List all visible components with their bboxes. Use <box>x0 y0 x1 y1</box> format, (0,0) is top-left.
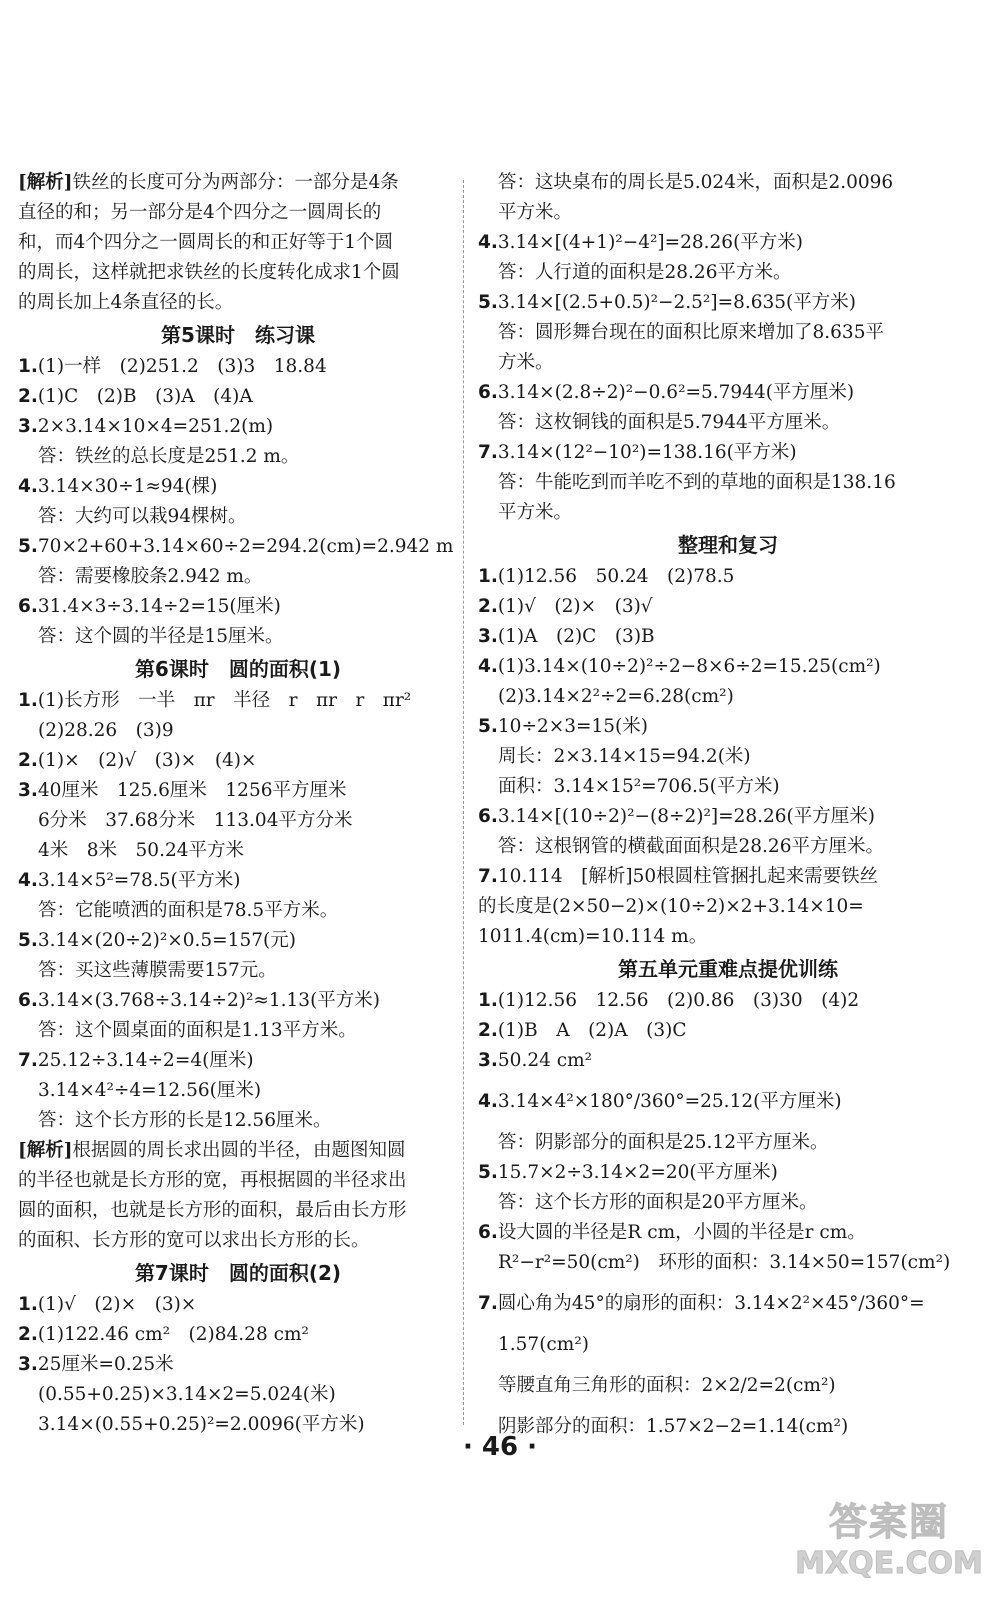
line-text: (1)× (2)√ (3)× (4)× <box>37 750 257 771</box>
answer-line <box>18 746 458 776</box>
answer-line <box>478 168 978 198</box>
answer-line <box>478 498 978 528</box>
answer-line <box>18 198 458 228</box>
question-number: 6. <box>18 596 38 617</box>
line-text: 答：这个长方形的长是12.56厘米。 <box>38 1110 332 1131</box>
line-text: (1)3.14×(10÷2)²÷2−8×6÷2=15.25(cm²) <box>497 656 881 677</box>
answer-line <box>18 502 458 532</box>
line-text: 根据圆的周长求出圆的半径，由题图知圆 <box>72 1140 406 1161</box>
question-number: 6. <box>478 382 498 403</box>
line-text: 2×3.14×10×4=251.2(m) <box>37 416 274 437</box>
answer-line <box>478 1248 978 1278</box>
line-text: 答：它能喷洒的面积是78.5平方米。 <box>38 900 339 921</box>
answer-line <box>18 986 458 1016</box>
question-number: 3. <box>478 626 498 647</box>
answer-line <box>478 198 978 228</box>
answer-line <box>18 956 458 986</box>
answer-line <box>478 562 978 592</box>
line-text: 阴影部分的面积：1.57×2−2=1.14(cm²) <box>498 1416 849 1437</box>
answer-line <box>478 712 978 742</box>
question-number: 1. <box>18 356 38 377</box>
answer-line <box>478 1046 978 1076</box>
answer-line <box>18 472 458 502</box>
answer-line <box>478 922 978 952</box>
line-text: 答：铁丝的总长度是251.2 m。 <box>38 446 300 467</box>
line-text: 的半径也就是长方形的宽，再根据圆的半径求出 <box>18 1170 407 1191</box>
answer-line <box>18 382 458 412</box>
right-column <box>478 168 978 1442</box>
line-text: 3.14×(0.55+0.25)²=2.0096(平方米) <box>38 1414 365 1435</box>
line-text: (1)12.56 50.24 (2)78.5 <box>497 566 735 587</box>
question-number: 4. <box>478 656 498 677</box>
line-text: 3.14×(12²−10²)=138.16(平方米) <box>497 442 797 463</box>
line-text: (2)3.14×2²÷2=6.28(cm²) <box>498 686 734 707</box>
answer-line <box>478 1158 978 1188</box>
line-text: 的周长加上4条直径的长。 <box>18 292 234 313</box>
question-number: 4. <box>478 232 498 253</box>
line-text: 3.14×5²=78.5(平方米) <box>37 870 241 891</box>
line-text: 1.57(cm²) <box>498 1334 589 1355</box>
line-text: (1)A (2)C (3)B <box>497 626 655 647</box>
answer-line <box>18 776 458 806</box>
line-text: 答：需要橡胶条2.942 m。 <box>38 566 263 587</box>
page-number: · 46 · <box>462 1432 538 1462</box>
answer-line <box>18 866 458 896</box>
answer-line <box>478 1360 978 1412</box>
line-text: 25.12÷3.14÷2=4(厘米) <box>37 1050 254 1071</box>
analysis-tag: [解析] <box>18 172 73 193</box>
answer-line <box>18 1166 458 1196</box>
line-text: (0.55+0.25)×3.14×2=5.024(米) <box>38 1384 336 1405</box>
line-text: 10.114 [解析]50根圆柱管捆扎起来需要铁丝 <box>497 866 879 887</box>
answer-line <box>18 168 458 198</box>
answer-line <box>18 622 458 652</box>
watermark-logo <box>794 1491 984 1586</box>
line-text: 3.14×[(2.5+0.5)²−2.5²]=8.635(平方米) <box>497 292 856 313</box>
answer-line <box>18 1016 458 1046</box>
answer-line <box>478 1016 978 1046</box>
line-text: (1)122.46 cm² (2)84.28 cm² <box>37 1324 309 1345</box>
question-number: 1. <box>18 1294 38 1315</box>
line-text: 70×2+60+3.14×60÷2=294.2(cm)=2.942 m <box>37 536 454 557</box>
question-number: 4. <box>18 476 38 497</box>
answer-line <box>18 592 458 622</box>
answer-line <box>478 832 978 862</box>
line-text: 3.14×[(10÷2)²−(8÷2)²]=28.26(平方厘米) <box>497 806 875 827</box>
answer-line <box>18 686 458 716</box>
answer-line <box>478 652 978 682</box>
question-number: 7. <box>478 1293 498 1314</box>
answer-line <box>478 1076 978 1128</box>
question-number: 5. <box>18 930 38 951</box>
question-number: 4. <box>478 1091 498 1112</box>
line-text: 50.24 cm² <box>497 1050 593 1071</box>
answer-line <box>18 1226 458 1256</box>
answer-line <box>478 318 978 348</box>
line-text: (1)B A (2)A (3)C <box>497 1020 687 1041</box>
question-number: 6. <box>18 990 38 1011</box>
answer-line <box>18 716 458 746</box>
line-text: 等腰直角三角形的面积：2×2/2=2(cm²) <box>498 1375 836 1396</box>
line-text: (1)C (2)B (3)A (4)A <box>37 386 253 407</box>
answer-line <box>478 986 978 1016</box>
answer-line <box>18 1380 458 1410</box>
answer-line <box>478 378 978 408</box>
line-text: 的面积、长方形的宽可以求出长方形的长。 <box>18 1230 370 1251</box>
answer-line <box>478 1188 978 1218</box>
line-text: 40厘米 125.6厘米 1256平方厘米 <box>37 780 347 801</box>
question-number: 5. <box>18 536 38 557</box>
answer-line <box>18 532 458 562</box>
line-text: 答：这枚铜钱的面积是5.7944平方厘米。 <box>498 412 841 433</box>
left-column <box>18 168 458 1440</box>
line-text: 答：大约可以栽94棵树。 <box>38 506 247 527</box>
line-text: 4米 8米 50.24平方米 <box>38 840 245 861</box>
question-number: 1. <box>478 566 498 587</box>
answer-line <box>478 742 978 772</box>
line-text: (2)28.26 (3)9 <box>38 720 174 741</box>
column-divider <box>463 180 464 1425</box>
question-number: 2. <box>18 386 38 407</box>
line-text: (1)一样 (2)251.2 (3)3 18.84 <box>37 356 327 377</box>
line-text: 答：买这些薄膜需要157元。 <box>38 960 277 981</box>
line-text: (1)√ (2)× (3)√ <box>497 596 653 617</box>
question-number: 7. <box>478 442 498 463</box>
answer-line <box>478 288 978 318</box>
question-number: 3. <box>478 1050 498 1071</box>
answer-line <box>18 1290 458 1320</box>
answer-line <box>478 772 978 802</box>
answer-line <box>18 228 458 258</box>
section-heading: 第7课时 圆的面积(2) <box>134 1261 342 1285</box>
line-text: 面积：3.14×15²=706.5(平方米) <box>498 776 780 797</box>
section-heading: 第6课时 圆的面积(1) <box>134 657 342 681</box>
line-text: 3.14×(3.768÷3.14÷2)²≈1.13(平方米) <box>37 990 381 1011</box>
answer-line <box>478 1218 978 1248</box>
answer-line <box>18 258 458 288</box>
answer-line <box>478 468 978 498</box>
answer-line <box>478 802 978 832</box>
line-text: 设大圆的半径是R cm，小圆的半径是r cm。 <box>497 1222 866 1243</box>
question-number: 6. <box>478 806 498 827</box>
line-text: 答：阴影部分的面积是25.12平方厘米。 <box>498 1132 829 1153</box>
line-text: 答：牛能吃到而羊吃不到的草地的面积是138.16 <box>498 472 896 493</box>
line-text: 6分米 37.68分米 113.04平方分米 <box>38 810 353 831</box>
line-text: 3.14×4²×180°/360°=25.12(平方厘米) <box>497 1091 842 1112</box>
watermark-bottom-text: MXQE.COM <box>795 1546 983 1581</box>
section-heading: 整理和复习 <box>678 533 778 557</box>
answer-line <box>18 352 458 382</box>
line-text: 圆心角为45°的扇形的面积：3.14×2²×45°/360°= <box>497 1293 925 1314</box>
line-text: 25厘米=0.25米 <box>37 1354 174 1375</box>
question-number: 3. <box>18 1354 38 1375</box>
line-text: 答：这根钢管的横截面面积是28.26平方厘米。 <box>498 836 884 857</box>
line-text: 15.7×2÷3.14×2=20(平方厘米) <box>497 1162 778 1183</box>
answer-line <box>18 1350 458 1380</box>
line-text: 方米。 <box>498 352 554 373</box>
answer-line <box>18 1106 458 1136</box>
question-number: 2. <box>18 750 38 771</box>
line-text: 答：这个圆的半径是15厘米。 <box>38 626 284 647</box>
answer-line <box>18 1076 458 1106</box>
line-text: 1011.4(cm)=10.114 m。 <box>478 926 708 947</box>
answer-line <box>478 348 978 378</box>
line-text: 圆的面积，也就是长方形的面积，最后由长方形 <box>18 1200 407 1221</box>
line-text: 答：这块桌布的周长是5.024米，面积是2.0096 <box>498 172 894 193</box>
answer-line <box>478 592 978 622</box>
line-text: 3.14×(2.8÷2)²−0.6²=5.7944(平方厘米) <box>497 382 855 403</box>
line-text: 和，而4个四分之一圆周长的和正好等于1个圆 <box>18 232 394 253</box>
answer-line <box>478 862 978 892</box>
question-number: 2. <box>478 1020 498 1041</box>
answer-line <box>18 806 458 836</box>
question-number: 4. <box>18 870 38 891</box>
answer-line <box>478 892 978 922</box>
answer-line <box>18 926 458 956</box>
answer-line <box>478 1278 978 1330</box>
question-number: 1. <box>18 690 38 711</box>
question-number: 7. <box>478 866 498 887</box>
line-text: (1)√ (2)× (3)× <box>37 1294 197 1315</box>
answer-line <box>18 562 458 592</box>
answer-line <box>18 412 458 442</box>
question-number: 3. <box>18 416 38 437</box>
line-text: 铁丝的长度可分为两部分：一部分是4条 <box>72 172 399 193</box>
answer-line <box>478 1128 978 1158</box>
line-text: 3.14×30÷1≈94(棵) <box>37 476 218 497</box>
answer-line <box>18 1320 458 1350</box>
line-text: 答：圆形舞台现在的面积比原来增加了8.635平 <box>498 322 884 343</box>
answer-line <box>478 1330 978 1360</box>
answer-line <box>478 408 978 438</box>
line-text: 答：这个长方形的面积是20平方厘米。 <box>498 1192 818 1213</box>
question-number: 2. <box>478 596 498 617</box>
line-text: 3.14×[(4+1)²−4²]=28.26(平方米) <box>497 232 804 253</box>
line-text: 周长：2×3.14×15=94.2(米) <box>498 746 751 767</box>
line-text: 平方米。 <box>498 502 573 523</box>
question-number: 5. <box>478 716 498 737</box>
question-number: 3. <box>18 780 38 801</box>
line-text: 直径的和；另一部分是4个四分之一圆周长的 <box>18 202 382 223</box>
line-text: 答：这个圆桌面的面积是1.13平方米。 <box>38 1020 357 1041</box>
line-text: 的周长，这样就把求铁丝的长度转化成求1个圆 <box>18 262 400 283</box>
watermark-top-text: 答案圈 <box>828 1500 949 1544</box>
line-text: 的长度是(2×50−2)×(10÷2)×2+3.14×10= <box>478 896 864 917</box>
answer-line <box>18 896 458 926</box>
answer-line <box>18 1046 458 1076</box>
question-number: 5. <box>478 292 498 313</box>
line-text: 10÷2×3=15(米) <box>497 716 648 737</box>
line-text: 31.4×3÷3.14÷2=15(厘米) <box>37 596 281 617</box>
line-text: 答：人行道的面积是28.26平方米。 <box>498 262 792 283</box>
answer-line <box>478 682 978 712</box>
answer-line <box>478 438 978 468</box>
line-text: 3.14×(20÷2)²×0.5=157(元) <box>37 930 296 951</box>
line-text: (1)12.56 12.56 (2)0.86 (3)30 (4)2 <box>497 990 860 1011</box>
question-number: 2. <box>18 1324 38 1345</box>
answer-line <box>18 288 458 318</box>
analysis-tag: [解析] <box>18 1140 73 1161</box>
question-number: 7. <box>18 1050 38 1071</box>
answer-line <box>18 1196 458 1226</box>
section-heading: 第五单元重难点提优训练 <box>618 957 838 981</box>
answer-line <box>18 1136 458 1166</box>
answer-line <box>18 836 458 866</box>
answer-line <box>478 228 978 258</box>
line-text: 3.14×4²÷4=12.56(厘米) <box>38 1080 262 1101</box>
line-text: 平方米。 <box>498 202 573 223</box>
question-number: 5. <box>478 1162 498 1183</box>
question-number: 1. <box>478 990 498 1011</box>
question-number: 6. <box>478 1222 498 1243</box>
answer-line <box>18 442 458 472</box>
section-heading: 第5课时 练习课 <box>161 323 315 347</box>
line-text: (1)长方形 一半 πr 半径 r πr r πr² <box>37 690 412 711</box>
line-text: R²−r²=50(cm²) 环形的面积：3.14×50=157(cm²) <box>498 1252 951 1273</box>
answer-line <box>478 622 978 652</box>
answer-line <box>478 258 978 288</box>
